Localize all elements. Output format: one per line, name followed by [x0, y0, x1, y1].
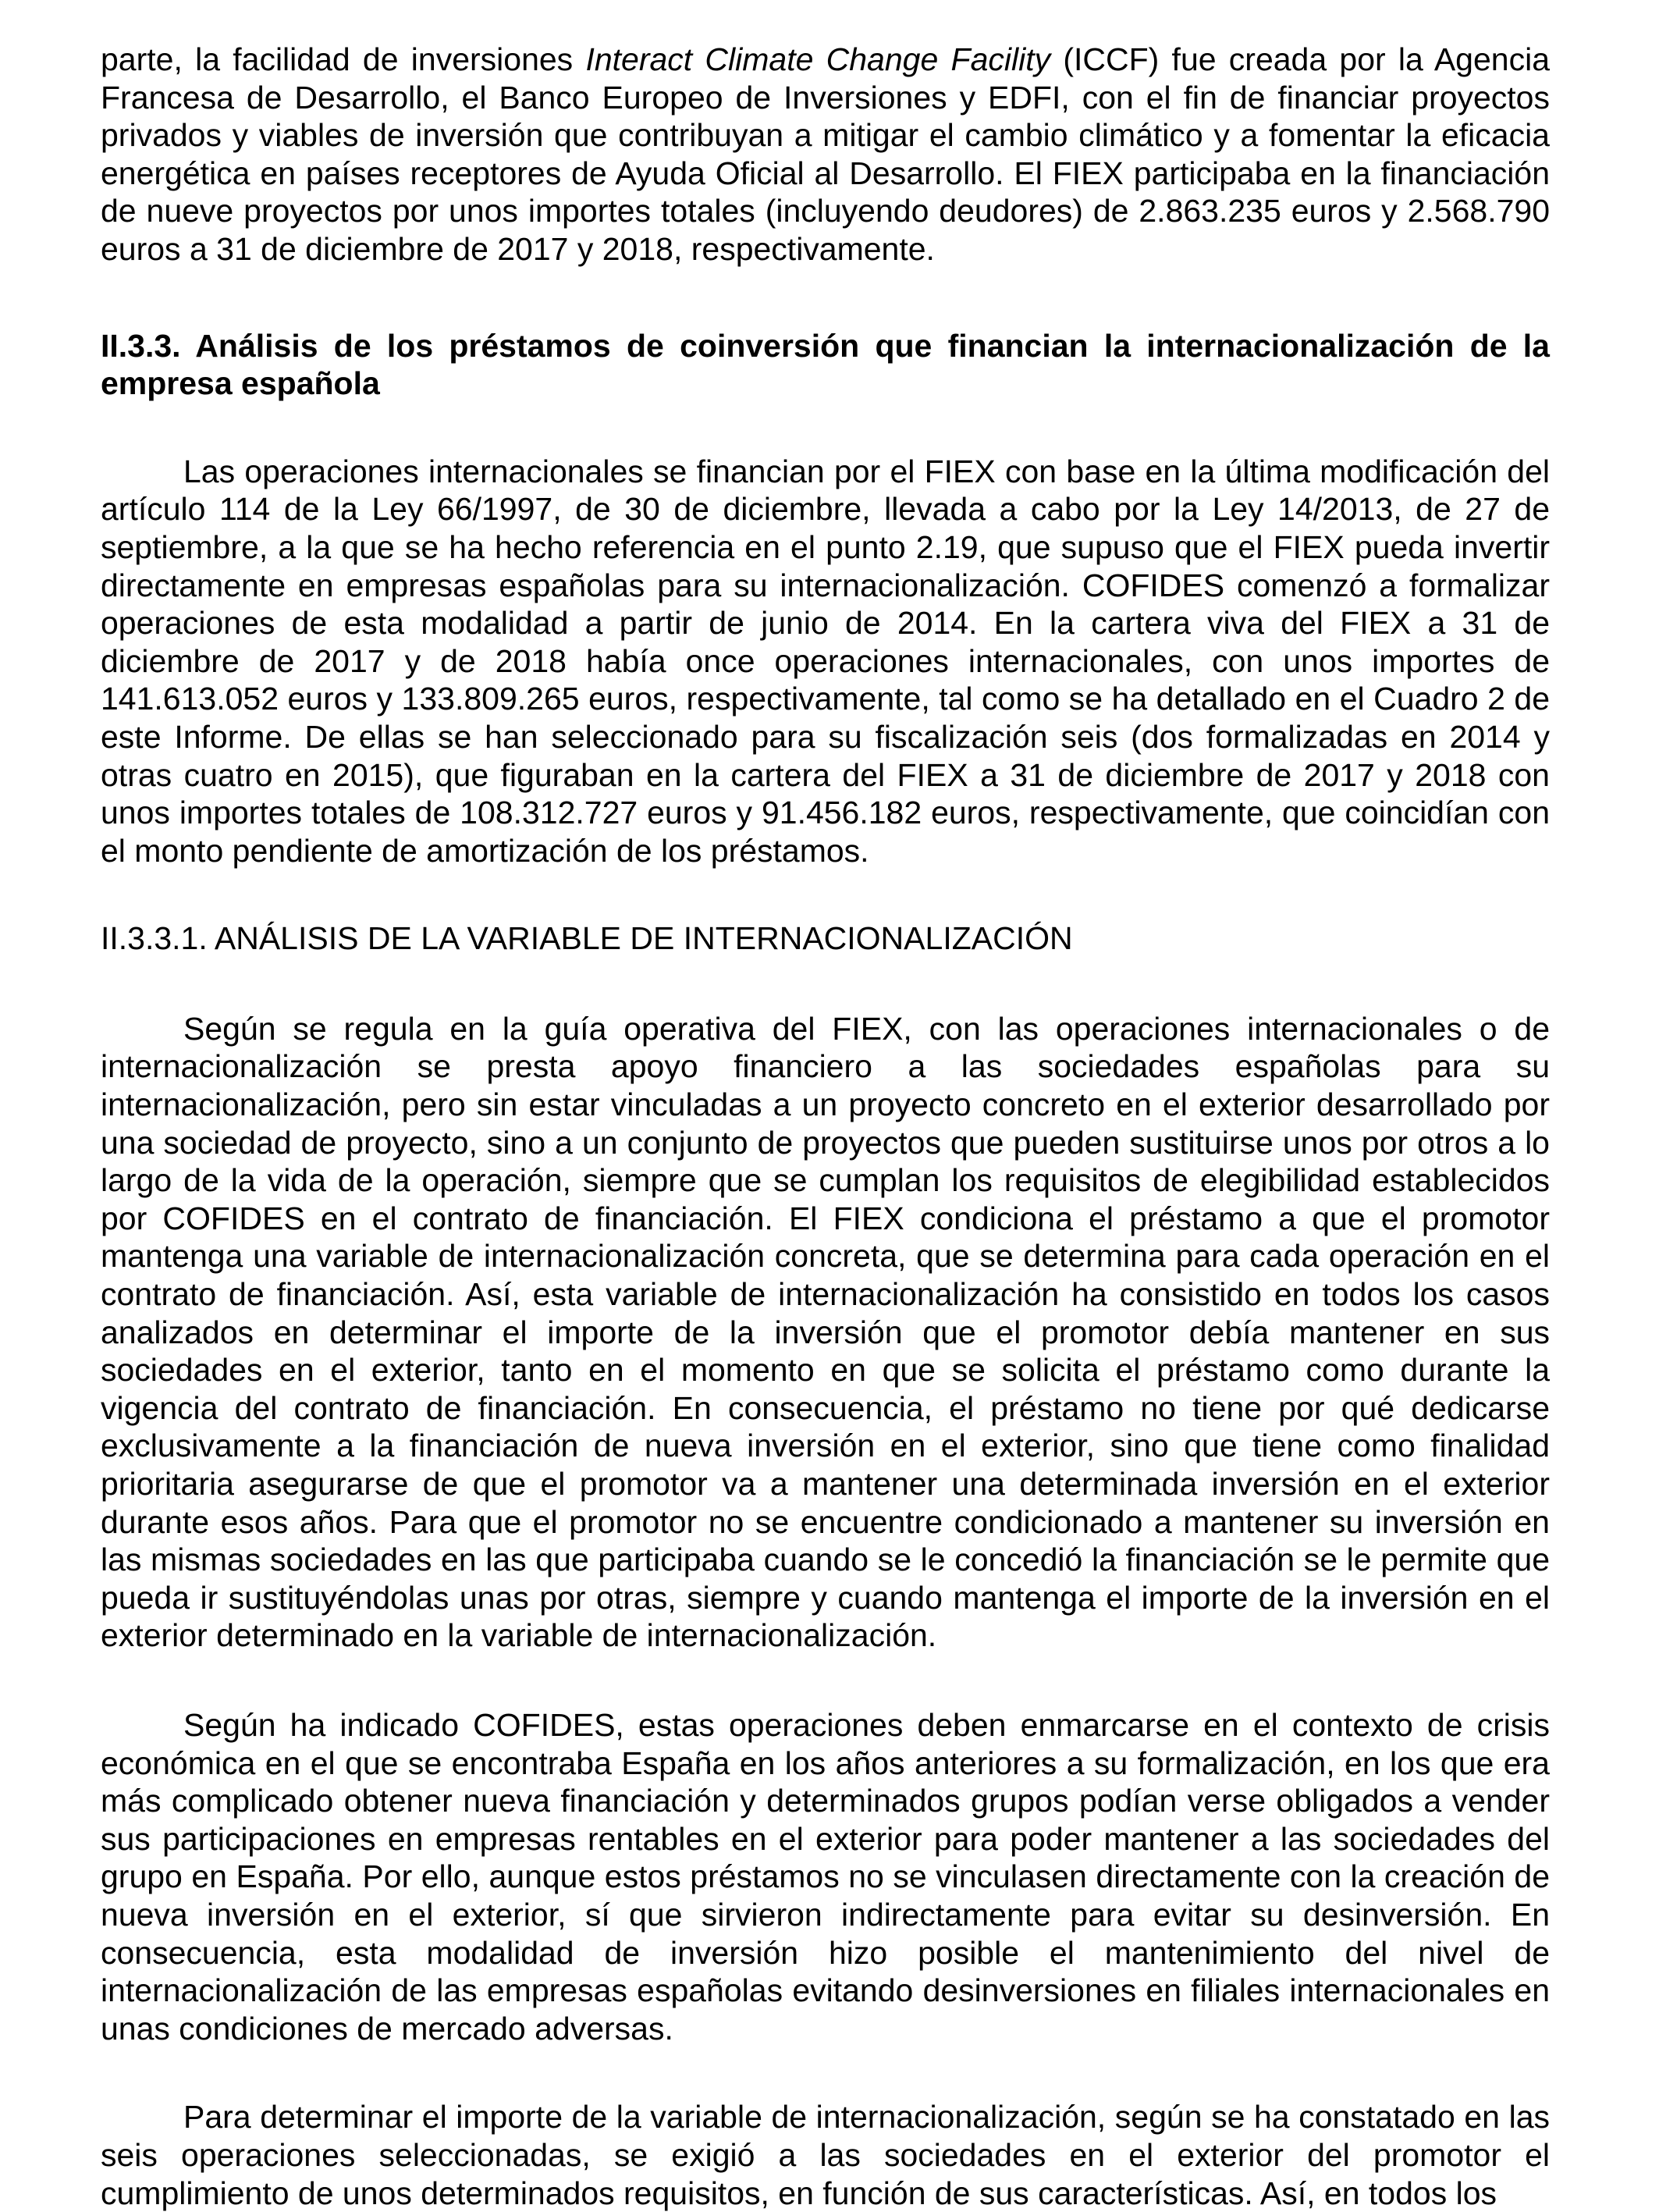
- subsection-heading: II.3.3.1. ANÁLISIS DE LA VARIABLE DE INTERNACIONALIZACIÓN: [101, 920, 1073, 957]
- intro-paragraph: [101, 41, 1550, 268]
- document-page: [101, 41, 1550, 2212]
- facility-name-italic: Interact Climate Change Facility: [585, 41, 1051, 77]
- body-paragraph-2: Según se regula en la guía operativa del FIEX, con las operaciones internacionales o de internacionalización se presta apoyo financiero a las sociedades españolas para su internacionalización, pero sin estar vinculadas a un proyecto concreto en el exterior desarrollado por una sociedad de proyecto, sino a un conjunto de proyectos que pueden sustituirse unos por otros a lo largo de la vida de la operación, siempre que se cumplan los requisitos de elegibilidad establecidos por COFIDES en el contrato de financiación. El FIEX condiciona el préstamo a que el promotor mantenga una variable de internacionalización concreta, que se determina para cada operación en el contrato de financiación. Así, esta variable de internacionalización ha consistido en todos los casos analizados en determinar el importe de la inversión que el promotor debía mantener en sus sociedades en el exterior, tanto en el momento en que se solicita el préstamo como durante la vigencia del contrato de financiación. En consecuencia, el préstamo no tiene por qué dedicarse exclusivamente a la financiación de nueva inversión en el exterior, sino que tiene como finalidad prioritaria asegurarse de que el promotor va a mantener una determinada inversión en el exterior durante esos años. Para que el promotor no se encuentre condicionado a mantener su inversión en las mismas sociedades en las que participaba cuando se le concedió la financiación se le permite que pueda ir sustituyéndolas unas por otras, siempre y cuando mantenga el importe de la inversión en el exterior determinado en la variable de internacionalización.: [101, 1010, 1550, 1654]
- body-paragraph-4: Para determinar el importe de la variable de internacionalización, según se ha constatado en las seis operaciones seleccionadas, se exigió a las sociedades en el exterior del promotor el cumplimiento de unos determinados requisitos, en función de sus características. Así, en todos los: [101, 2099, 1550, 2211]
- intro-text-end: (ICCF) fue creada por la Agencia Francesa de Desarrollo, el Banco Europeo de Inversiones y EDFI, con el fin de financiar proyectos privados y viables de inversión que contribuyan a mitigar el cambio climático y a fomentar la eficacia energética en países receptores de Ayuda Oficial al Desarrollo. El FIEX participaba en la financiación de nueve proyectos por unos importes totales (incluyendo deudores) de 2.863.235 euros y 2.568.790 euros a 31 de diciembre de 2017 y 2018, respectivamente.: [101, 41, 1550, 267]
- body-paragraph-1: Las operaciones internacionales se financian por el FIEX con base en la última modificación del artículo 114 de la Ley 66/1997, de 30 de diciembre, llevada a cabo por la Ley 14/2013, de 27 de septiembre, a la que se ha hecho referencia en el punto 2.19, que supuso que el FIEX pueda invertir directamente en empresas españolas para su internacionalización. COFIDES comenzó a formalizar operaciones de esta modalidad a partir de junio de 2014. En la cartera viva del FIEX a 31 de diciembre de 2017 y de 2018 había once operaciones internacionales, con unos importes de 141.613.052 euros y 133.809.265 euros, respectivamente, tal como se ha detallado en el Cuadro 2 de este Informe. De ellas se han seleccionado para su fiscalización seis (dos formalizadas en 2014 y otras cuatro en 2015), que figuraban en la cartera del FIEX a 31 de diciembre de 2017 y 2018 con unos importes totales de 108.312.727 euros y 91.456.182 euros, respectivamente, que coincidían con el monto pendiente de amortización de los préstamos.: [101, 453, 1550, 869]
- section-heading: II.3.3. Análisis de los préstamos de coinversión que financian la internacionalización de la empresa española: [101, 327, 1550, 402]
- intro-text-start: parte, la facilidad de inversiones: [101, 41, 586, 77]
- body-paragraph-3: Según ha indicado COFIDES, estas operaciones deben enmarcarse en el contexto de crisis económica en el que se encontraba España en los años anteriores a su formalización, en los que era más complicado obtener nueva financiación y determinados grupos podían verse obligados a vender sus participaciones en empresas rentables en el exterior para poder mantener a las sociedades del grupo en España. Por ello, aunque estos préstamos no se vinculasen directamente con la creación de nueva inversión en el exterior, sí que sirvieron indirectamente para evitar su desinversión. En consecuencia, esta modalidad de inversión hizo posible el mantenimiento del nivel de internacionalización de las empresas españolas evitando desinversiones en filiales internacionales en unas condiciones de mercado adversas.: [101, 1706, 1550, 2047]
